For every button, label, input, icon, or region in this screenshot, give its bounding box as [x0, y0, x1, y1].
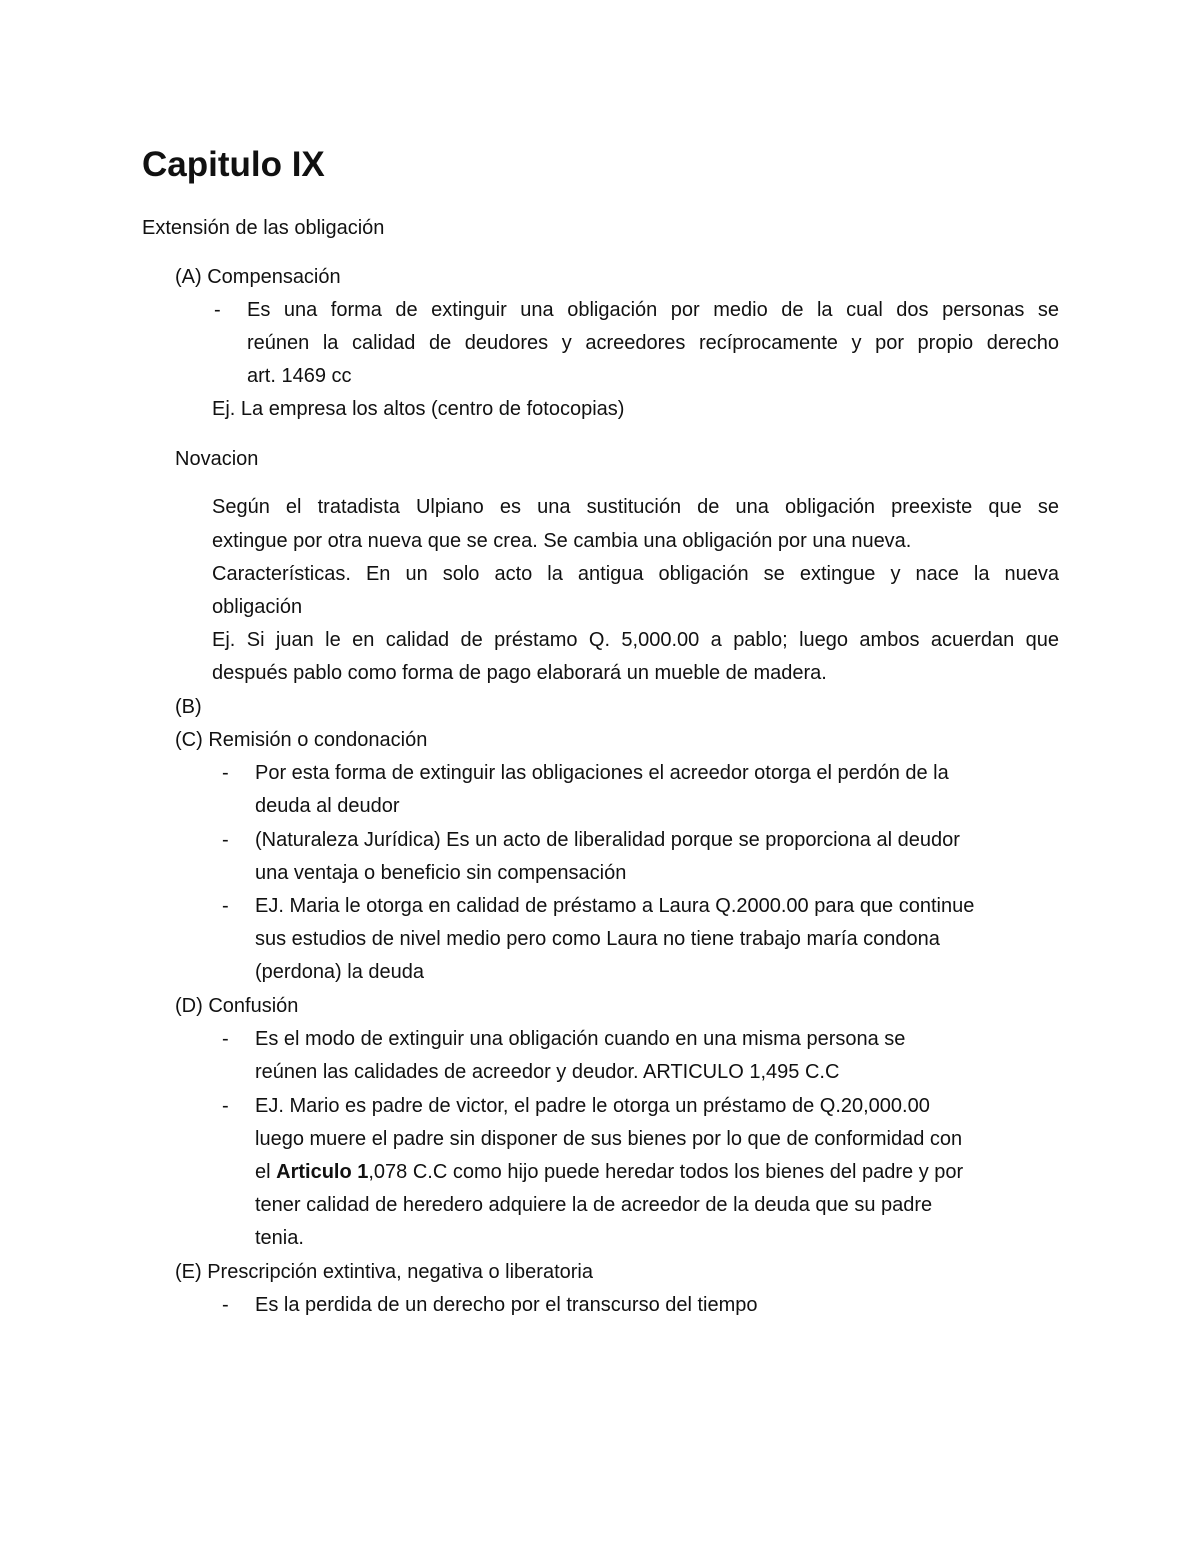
section-d-heading: (D) Confusión — [175, 995, 299, 1017]
section-d-bullet-line: tener calidad de heredero adquiere la de acreedor de la deuda que su padre — [255, 1194, 933, 1216]
bullet-marker: - — [222, 762, 229, 784]
novacion-paragraph-line: después pablo como forma de pago elaborará un mueble de madera. — [212, 662, 827, 684]
section-d-bullet-line: reúnen las calidades de acreedor y deudor. ARTICULO 1,495 C.C — [255, 1061, 840, 1083]
section-a-bullet-line: reúnen la calidad de deudores y acreedores recíprocamente y por propio derecho — [247, 332, 1059, 354]
section-c-bullet-line: deuda al deudor — [255, 795, 400, 817]
section-c-bullet-line: una ventaja o beneficio sin compensación — [255, 862, 627, 884]
section-a-bullet-line: art. 1469 cc — [247, 365, 352, 387]
section-a-bullet-line: Es una forma de extinguir una obligación por medio de la cual dos personas se — [247, 299, 1059, 321]
section-d-bullet-line: luego muere el padre sin disponer de sus bienes por lo que de conformidad con — [255, 1128, 963, 1150]
section-b-heading: (B) — [175, 696, 202, 718]
section-e-heading: (E) Prescripción extintiva, negativa o liberatoria — [175, 1261, 593, 1283]
section-c-bullet-line: Por esta forma de extinguir las obligaciones el acreedor otorga el perdón de la — [255, 762, 949, 784]
bullet-marker: - — [222, 1294, 229, 1316]
section-d-bullet-line: Es el modo de extinguir una obligación cuando en una misma persona se — [255, 1028, 906, 1050]
novacion-paragraph-line: obligación — [212, 596, 303, 618]
section-c-bullet-line: (Naturaleza Jurídica) Es un acto de liberalidad porque se proporciona al deudor — [255, 829, 960, 851]
section-c-bullet-line: (perdona) la deuda — [255, 961, 425, 983]
novacion-paragraph-line: Según el tratadista Ulpiano es una sustitución de una obligación preexiste que se — [212, 496, 1059, 518]
document-subtitle: Extensión de las obligación — [142, 217, 385, 239]
bullet-marker: - — [222, 895, 229, 917]
section-e-bullet-line: Es la perdida de un derecho por el transcurso del tiempo — [255, 1294, 758, 1316]
section-a-heading: (A) Compensación — [175, 266, 341, 288]
novacion-heading: Novacion — [175, 448, 259, 470]
bullet-marker: - — [222, 1095, 229, 1117]
bullet-marker: - — [214, 299, 221, 321]
rich-line-post: ,078 C.C como hijo puede heredar todos los bienes del padre y por — [368, 1161, 964, 1183]
bullet-marker: - — [222, 1028, 229, 1050]
section-d-bullet-line: EJ. Mario es padre de victor, el padre le otorga un préstamo de Q.20,000.00 — [255, 1095, 930, 1117]
section-d-bullet-rich-line — [255, 1156, 963, 1189]
section-c-bullet-line: sus estudios de nivel medio pero como Laura no tiene trabajo maría condona — [255, 928, 940, 950]
novacion-paragraph-line: Ej. Si juan le en calidad de préstamo Q. 5,000.00 a pablo; luego ambos acuerdan que — [212, 629, 1059, 651]
page-title: Capitulo IX — [142, 145, 325, 184]
section-c-bullet-line: EJ. Maria le otorga en calidad de préstamo a Laura Q.2000.00 para que continue — [255, 895, 975, 917]
articulo-bold: Articulo 1 — [276, 1161, 369, 1183]
novacion-paragraph-line: extingue por otra nueva que se crea. Se cambia una obligación por una nueva. — [212, 530, 912, 552]
section-a-example: Ej. La empresa los altos (centro de fotocopias) — [212, 398, 625, 420]
section-c-heading: (C) Remisión o condonación — [175, 729, 428, 751]
rich-line-pre: el — [255, 1161, 277, 1183]
bullet-marker: - — [222, 829, 229, 851]
novacion-paragraph-line: Características. En un solo acto la antigua obligación se extingue y nace la nueva — [212, 563, 1059, 585]
section-d-bullet-line: tenia. — [255, 1227, 304, 1249]
